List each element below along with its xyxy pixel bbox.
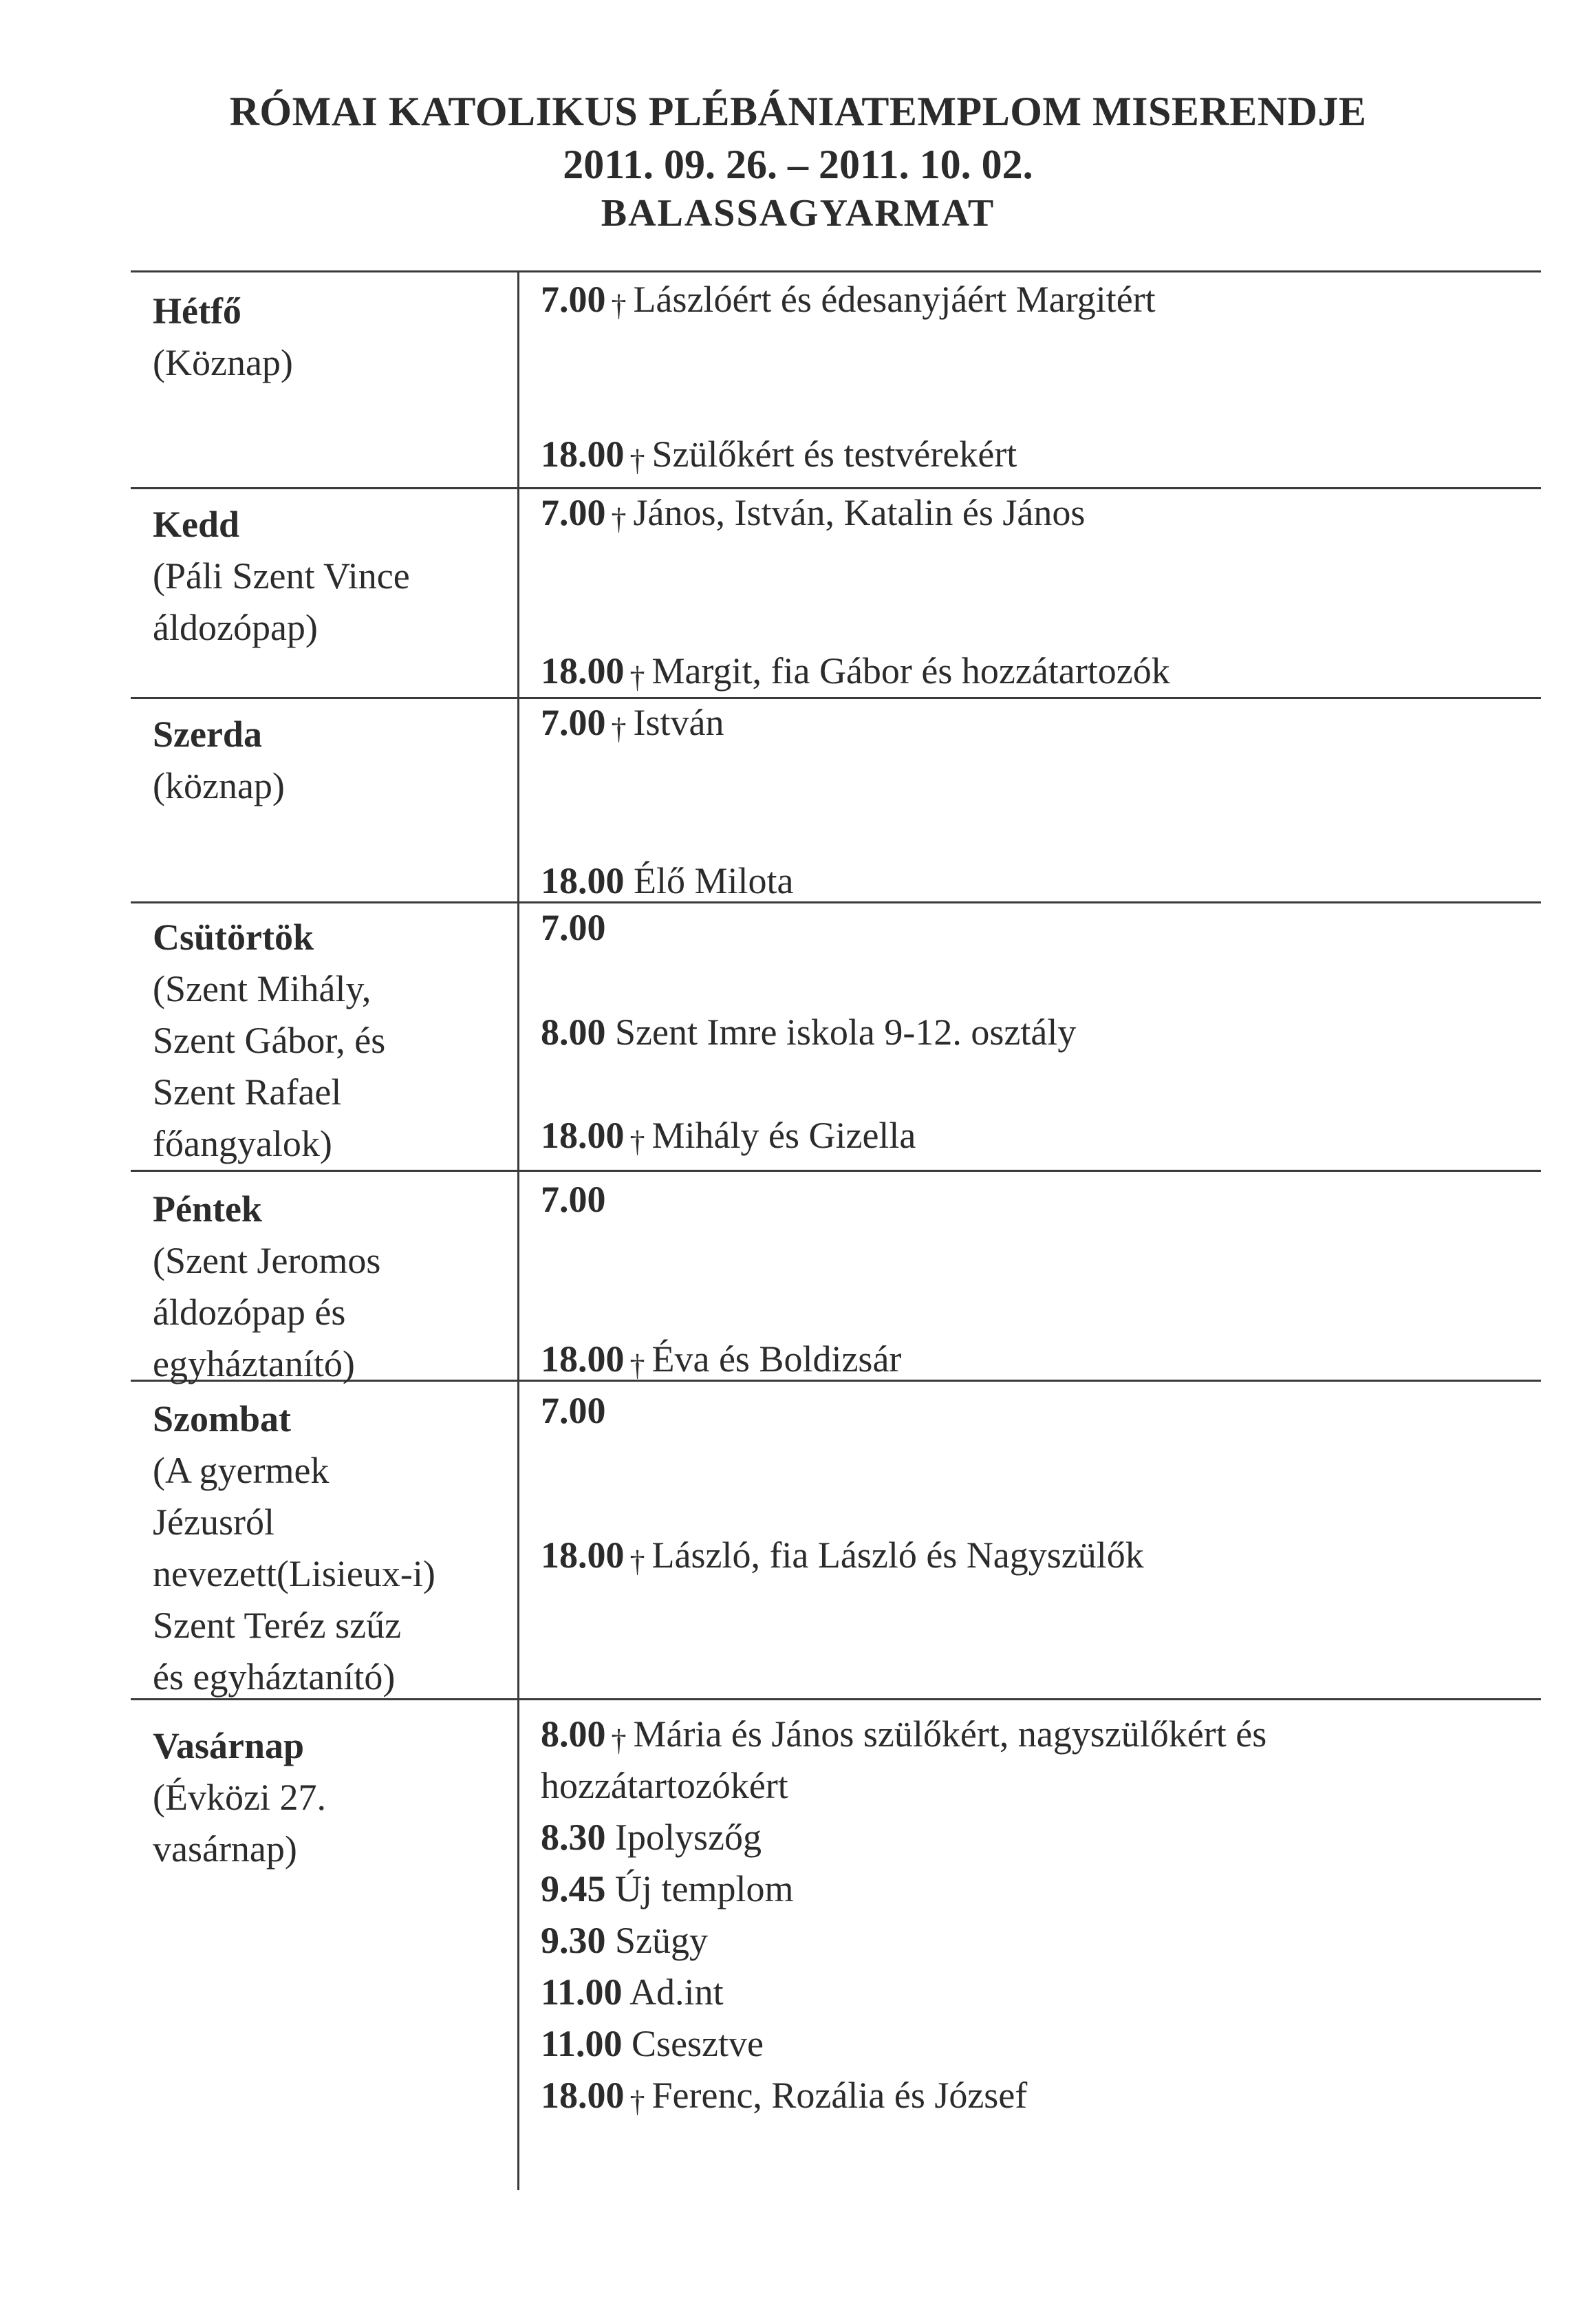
mass-entry	[541, 1115, 916, 1159]
mass-entry	[541, 2023, 764, 2064]
mass-time: 8.00	[541, 1713, 606, 1755]
mass-intention: István	[633, 702, 724, 743]
mass-intention: Szülőkért és testvérekért	[651, 434, 1017, 475]
mass-time: 11.00	[541, 1971, 623, 2013]
mass-entry	[541, 1713, 1266, 1757]
day-cell	[153, 1393, 510, 1703]
mass-time: 9.45	[541, 1868, 606, 1909]
mass-entry	[541, 1868, 793, 1909]
mass-entry	[541, 702, 724, 746]
day-name: Vasárnap	[153, 1725, 305, 1766]
mass-time: 7.00	[541, 1390, 606, 1431]
mass-time: 18.00	[541, 2075, 625, 2116]
mass-time: 9.30	[541, 1920, 606, 1961]
document-title: RÓMAI KATOLIKUS PLÉBÁNIATEMPLOM MISERENDJE	[229, 89, 1367, 134]
mass-time: 18.00	[541, 650, 625, 692]
feast-description: (Évközi 27. vasárnap)	[153, 1777, 326, 1870]
dagger-cross-icon: †	[611, 1724, 627, 1757]
table-rule	[131, 697, 1541, 699]
mass-intention: Ferenc, Rozália és József	[651, 2075, 1028, 2116]
dagger-cross-icon: †	[611, 502, 627, 536]
mass-time: 7.00	[541, 492, 606, 533]
mass-intention: Éva és Boldizsár	[651, 1338, 902, 1380]
dagger-cross-icon: †	[611, 289, 627, 323]
day-cell	[153, 912, 510, 1170]
day-cell	[153, 286, 510, 389]
dagger-cross-icon: †	[629, 444, 645, 478]
table-rule	[131, 487, 1541, 489]
day-name: Hétfő	[153, 290, 241, 332]
feast-description: (köznap)	[153, 765, 285, 806]
feast-description: (Szent Jeromos áldozópap és egyháztanító)	[153, 1240, 381, 1384]
mass-intention: Élő Milota	[634, 860, 794, 901]
dagger-cross-icon: †	[629, 661, 645, 694]
table-rule	[131, 901, 1541, 903]
mass-entry	[541, 1390, 606, 1431]
mass-time: 8.00	[541, 1012, 606, 1053]
mass-entry	[541, 860, 793, 901]
column-divider	[517, 270, 519, 2190]
mass-intention: László, fia László és Nagyszülők	[651, 1534, 1144, 1576]
mass-entry	[541, 2075, 1027, 2119]
feast-description: (Páli Szent Vince áldozópap)	[153, 555, 410, 648]
day-name: Szerda	[153, 714, 262, 755]
dagger-cross-icon: †	[629, 2085, 645, 2119]
location: BALASSAGYARMAT	[601, 192, 995, 235]
mass-entry	[541, 492, 1085, 536]
mass-intention: János, István, Katalin és János	[633, 492, 1086, 533]
mass-intention: Margit, fia Gábor és hozzátartozók	[651, 650, 1170, 692]
mass-time: 18.00	[541, 434, 625, 475]
day-name: Csütörtök	[153, 917, 314, 958]
day-name: Szombat	[153, 1398, 291, 1439]
mass-entry	[541, 279, 1156, 323]
mass-intention: Lászlóért és édesanyjáért Margitért	[633, 279, 1156, 320]
table-rule	[131, 1170, 1541, 1172]
feast-description: (Köznap)	[153, 342, 293, 383]
mass-entry	[541, 1534, 1144, 1578]
mass-intention: Szügy	[615, 1920, 708, 1961]
dagger-cross-icon: †	[629, 1125, 645, 1159]
mass-entry	[541, 1971, 724, 2013]
dagger-cross-icon: †	[611, 712, 627, 746]
mass-intention: Mária és János szülőkért, nagyszülőkért és	[633, 1713, 1267, 1755]
mass-time: 7.00	[541, 1179, 606, 1220]
mass-time: 18.00	[541, 1115, 625, 1156]
mass-entry	[541, 1817, 762, 1858]
day-cell	[153, 1184, 510, 1390]
mass-time: 18.00	[541, 1534, 625, 1576]
day-cell	[153, 499, 510, 654]
mass-time: 11.00	[541, 2023, 623, 2064]
mass-time: 18.00	[541, 860, 625, 901]
mass-intention: Mihály és Gizella	[651, 1115, 916, 1156]
mass-time: 18.00	[541, 1338, 625, 1380]
day-name: Kedd	[153, 504, 240, 545]
mass-entry	[541, 1338, 901, 1382]
mass-entry	[541, 434, 1017, 478]
mass-entry	[541, 907, 606, 948]
mass-intention: Új templom	[615, 1868, 794, 1909]
mass-intention: Ad.int	[629, 1971, 724, 2013]
mass-intention: Szent Imre iskola 9-12. osztály	[615, 1012, 1077, 1053]
day-cell	[153, 709, 510, 812]
dagger-cross-icon: †	[629, 1545, 645, 1578]
date-range: 2011. 09. 26. – 2011. 10. 02.	[563, 142, 1033, 187]
dagger-cross-icon: †	[629, 1349, 645, 1382]
mass-time: 7.00	[541, 702, 606, 743]
day-cell	[153, 1720, 510, 1875]
mass-entry	[541, 1920, 708, 1961]
table-rule	[131, 270, 1541, 272]
feast-description: (A gyermek Jézusról nevezett(Lisieux-i) Szent Teréz szűz és egyháztanító)	[153, 1450, 435, 1698]
mass-time: 7.00	[541, 279, 606, 320]
mass-entry	[541, 650, 1170, 694]
mass-entry	[541, 1012, 1076, 1053]
day-name: Péntek	[153, 1188, 262, 1230]
mass-intention: Csesztve	[632, 2023, 764, 2064]
mass-intention: Ipolyszőg	[615, 1817, 762, 1858]
mass-intention: hozzátartozókért	[541, 1765, 788, 1806]
mass-entry	[541, 1765, 788, 1806]
mass-time: 8.30	[541, 1817, 606, 1858]
mass-entry	[541, 1179, 606, 1220]
feast-description: (Szent Mihály, Szent Gábor, és Szent Rafael főangyalok)	[153, 968, 386, 1164]
mass-time: 7.00	[541, 907, 606, 948]
